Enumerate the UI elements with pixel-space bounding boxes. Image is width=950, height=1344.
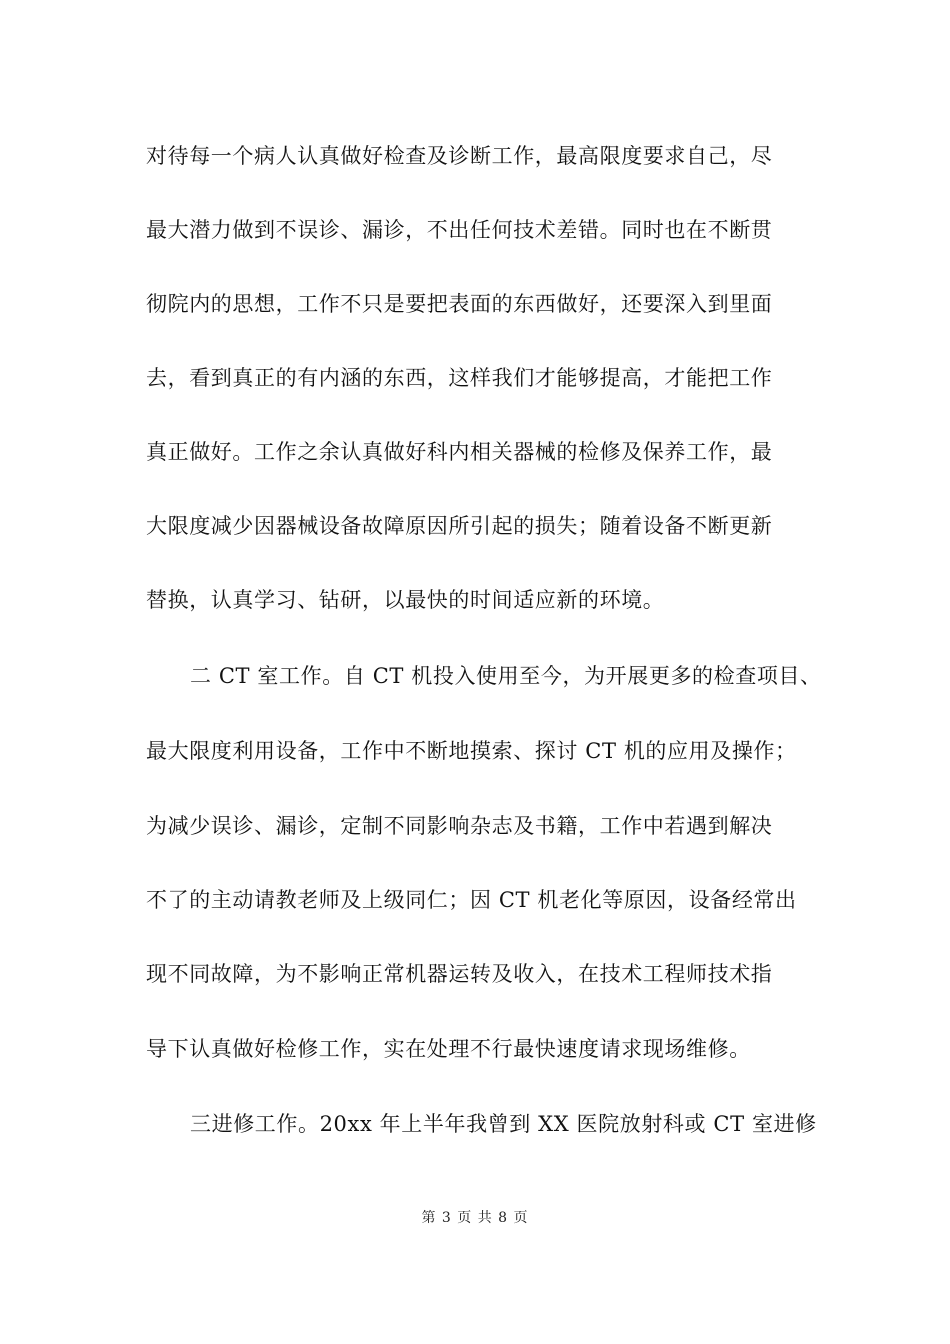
paragraph-2-line-4: 不了的主动请教老师及上级同仁；因 CT 机老化等原因，设备经常出 xyxy=(146,888,797,912)
paragraph-2-line-1: 二 CT 室工作。自 CT 机投入使用至今，为开展更多的检查项目、 xyxy=(190,664,822,688)
paragraph-2-line-5: 现不同故障，为不影响正常机器运转及收入，在技术工程师技术指 xyxy=(146,962,773,986)
paragraph-1-line-7: 替换，认真学习、钻研，以最快的时间适应新的环境。 xyxy=(146,588,665,612)
paragraph-1-line-3: 彻院内的思想，工作不只是要把表面的东西做好，还要深入到里面 xyxy=(146,292,773,316)
paragraph-1-line-1: 对待每一个病人认真做好检查及诊断工作，最高限度要求自己，尽 xyxy=(146,144,773,168)
paragraph-3-line-1: 三进修工作。20xx 年上半年我曾到 XX 医院放射科或 CT 室进修 xyxy=(190,1112,817,1136)
page-number-footer: 第 3 页 共 8 页 xyxy=(421,1210,529,1226)
paragraph-1-line-5: 真正做好。工作之余认真做好科内相关器械的检修及保养工作，最 xyxy=(146,440,773,464)
paragraph-2-line-6: 导下认真做好检修工作，实在处理不行最快速度请求现场维修。 xyxy=(146,1037,751,1061)
paragraph-1-line-4: 去，看到真正的有内涵的东西，这样我们才能够提高，才能把工作 xyxy=(146,366,773,390)
paragraph-2-line-2: 最大限度利用设备，工作中不断地摸索、探讨 CT 机的应用及操作； xyxy=(146,739,797,763)
paragraph-1-line-6: 大限度减少因器械设备故障原因所引起的损失；随着设备不断更新 xyxy=(146,514,773,538)
paragraph-2-line-3: 为减少误诊、漏诊，定制不同影响杂志及书籍，工作中若遇到解决 xyxy=(146,814,773,838)
paragraph-1-line-2: 最大潜力做到不误诊、漏诊，不出任何技术差错。同时也在不断贯 xyxy=(146,218,773,242)
